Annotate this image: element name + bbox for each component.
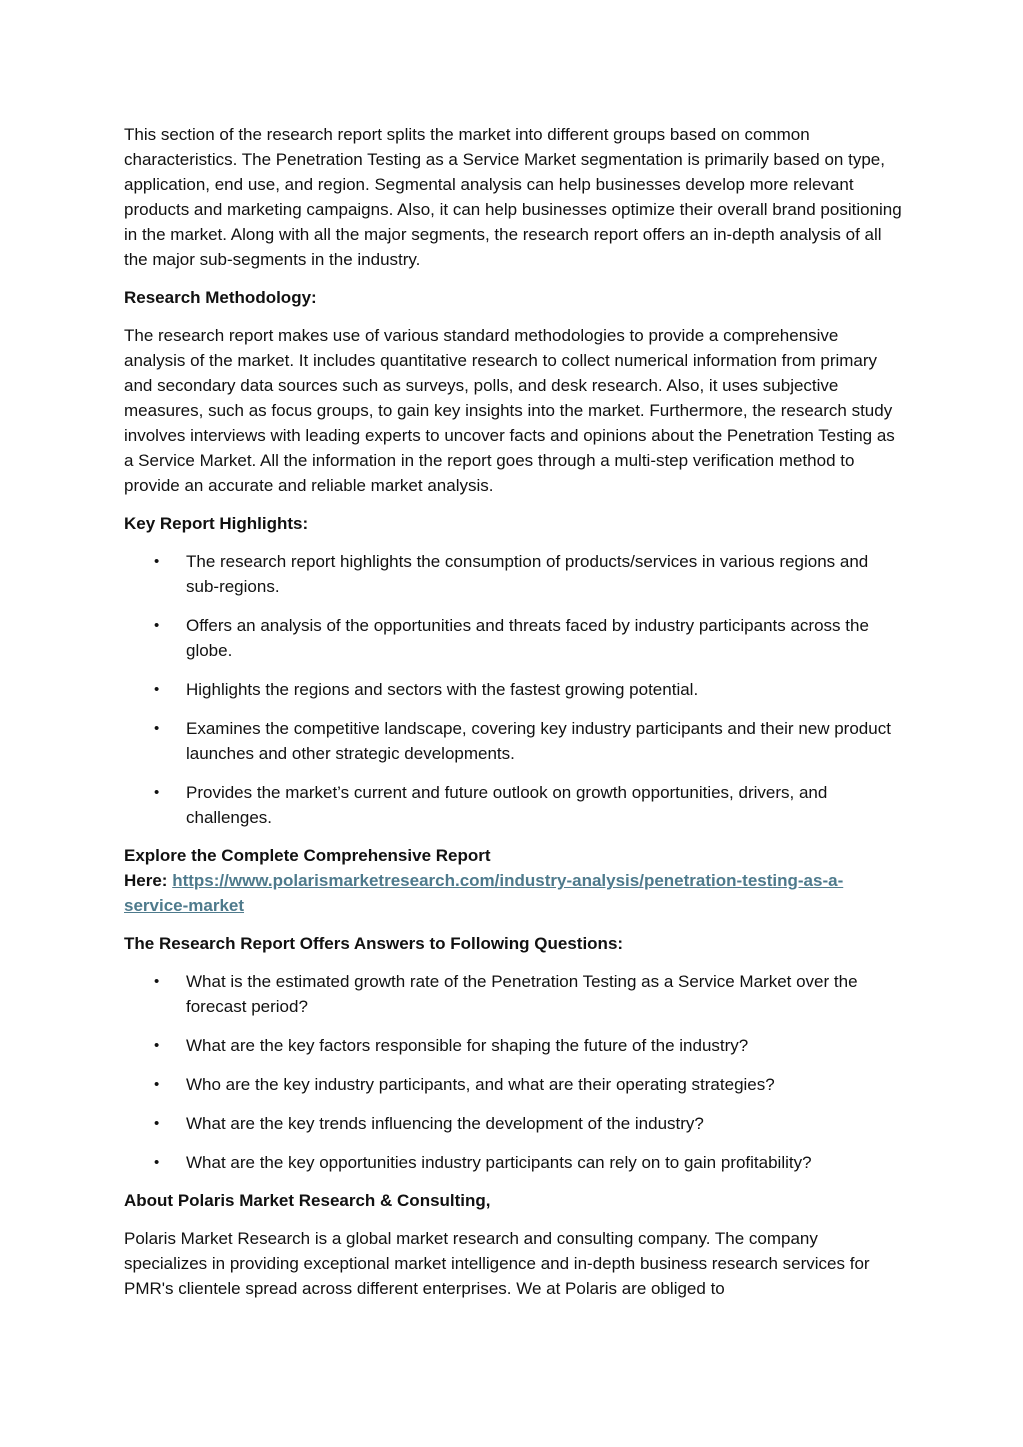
- list-item-text: Highlights the regions and sectors with the fastest growing potential.: [186, 680, 699, 699]
- bullet-icon: •: [154, 1115, 160, 1132]
- list-item: [124, 1072, 904, 1097]
- bullet-icon: •: [154, 973, 160, 990]
- list-item: [124, 969, 904, 1019]
- bullet-icon: •: [154, 1154, 160, 1171]
- bullet-icon: •: [154, 1037, 160, 1054]
- list-item-text: What are the key factors responsible for shaping the future of the industry?: [186, 1036, 749, 1055]
- list-item-text: Offers an analysis of the opportunities and threats faced by industry participants across the globe.: [186, 616, 869, 660]
- explore-report-block: [124, 843, 904, 918]
- questions-list: [124, 969, 904, 1175]
- list-item-text: What is the estimated growth rate of the Penetration Testing as a Service Market over the forecast period?: [186, 972, 858, 1016]
- questions-heading: The Research Report Offers Answers to Following Questions:: [124, 934, 624, 953]
- list-item: [124, 1150, 904, 1175]
- bullet-icon: •: [154, 553, 160, 570]
- about-heading: About Polaris Market Research & Consulting,: [124, 1191, 491, 1210]
- list-item: [124, 677, 904, 702]
- highlights-list: [124, 549, 904, 830]
- list-item-text: Who are the key industry participants, and what are their operating strategies?: [186, 1075, 775, 1094]
- explore-heading: Explore the Complete Comprehensive Report: [124, 846, 491, 865]
- list-item-text: What are the key trends influencing the development of the industry?: [186, 1114, 704, 1133]
- report-link[interactable]: https://www.polarismarketresearch.com/industry-analysis/penetration-testing-as-a-service-market: [124, 871, 844, 915]
- bullet-icon: •: [154, 720, 160, 737]
- list-item: [124, 780, 904, 830]
- list-item: [124, 716, 904, 766]
- list-item: [124, 613, 904, 663]
- list-item: [124, 1111, 904, 1136]
- list-item-text: The research report highlights the consumption of products/services in various regions and sub-regions.: [186, 552, 869, 596]
- methodology-heading: Research Methodology:: [124, 288, 317, 307]
- list-item-text: What are the key opportunities industry participants can rely on to gain profitability?: [186, 1153, 812, 1172]
- highlights-heading: Key Report Highlights:: [124, 514, 309, 533]
- bullet-icon: •: [154, 681, 160, 698]
- list-item: [124, 549, 904, 599]
- methodology-paragraph: The research report makes use of various standard methodologies to provide a comprehensive analysis of the market. It includes quantitative research to collect numerical information from primary and secondary data sources such as surveys, polls, and desk research. Also, it uses subjective measures, such as focus groups, to gain key insights into the market. Furthermore, the research study involves interviews with leading experts to uncover facts and opinions about the Penetration Testing as a Service Market. All the information in the report goes through a multi-step verification method to provide an accurate and reliable market analysis.: [124, 326, 895, 495]
- intro-paragraph: This section of the research report splits the market into different groups based on common characteristics. The Penetration Testing as a Service Market segmentation is primarily based on type, application, end use, and region. Segmental analysis can help businesses develop more relevant products and marketing campaigns. Also, it can help businesses optimize their overall brand positioning in the market. Along with all the major segments, the research report offers an in-depth analysis of all the major sub-segments in the industry.: [124, 125, 902, 269]
- bullet-icon: •: [154, 1076, 160, 1093]
- about-paragraph: Polaris Market Research is a global market research and consulting company. The company specializes in providing exceptional market intelligence and in-depth business research services for PMR's clientele spread across different enterprises. We at Polaris are obliged to: [124, 1229, 870, 1298]
- bullet-icon: •: [154, 784, 160, 801]
- explore-here-label: Here:: [124, 871, 173, 890]
- document-page: [124, 122, 904, 1314]
- list-item: [124, 1033, 904, 1058]
- bullet-icon: •: [154, 617, 160, 634]
- list-item-text: Provides the market’s current and future outlook on growth opportunities, drivers, and challenges.: [186, 783, 828, 827]
- list-item-text: Examines the competitive landscape, covering key industry participants and their new product launches and other strategic developments.: [186, 719, 891, 763]
